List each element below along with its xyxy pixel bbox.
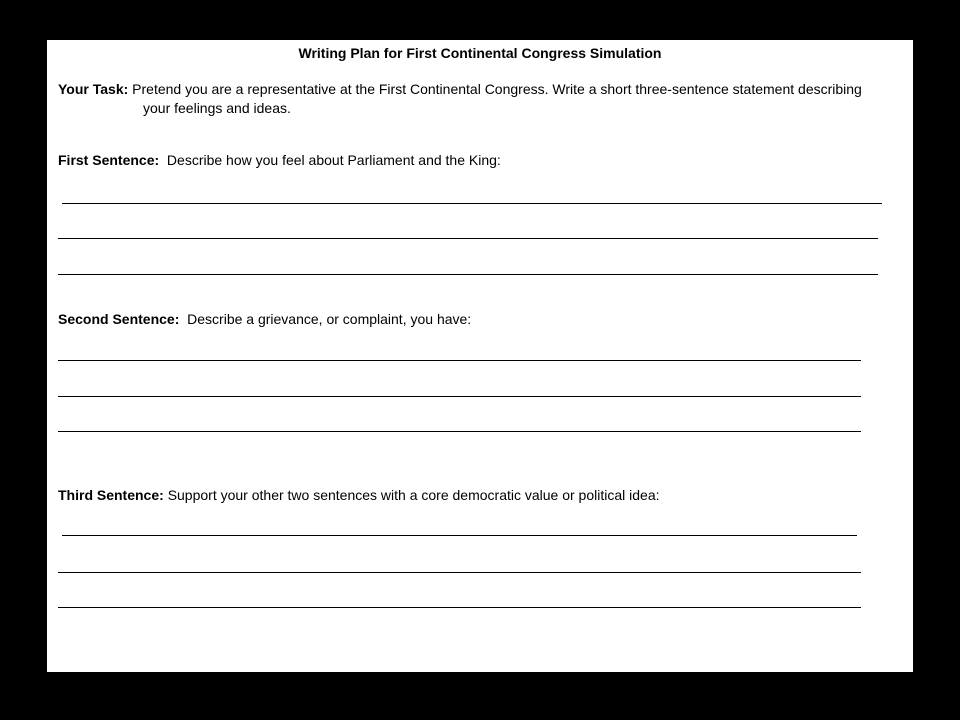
second-sentence-prompt <box>58 311 471 327</box>
third-sentence-text: Support your other two sentences with a core democratic value or political idea: <box>167 487 660 503</box>
second-sentence-text: Describe a grievance, or complaint, you have: <box>187 311 472 327</box>
task-label: Your Task: <box>58 81 129 97</box>
third-sentence-answer-line[interactable] <box>58 607 861 608</box>
first-sentence-prompt <box>58 152 501 168</box>
task-text-line1: Pretend you are a representative at the First Continental Congress. Write a short three-sentence statement describing <box>132 81 862 97</box>
second-sentence-answer-line[interactable] <box>58 431 861 432</box>
third-sentence-label: Third Sentence: <box>58 487 164 503</box>
second-sentence-answer-line[interactable] <box>58 396 861 397</box>
task-instructions <box>58 80 903 118</box>
page-title: Writing Plan for First Continental Congress Simulation <box>298 45 662 61</box>
third-sentence-answer-line[interactable] <box>58 572 861 573</box>
first-sentence-answer-line[interactable] <box>62 203 882 204</box>
first-sentence-label: First Sentence: <box>58 152 160 168</box>
task-text-line2: your feelings and ideas. <box>143 100 291 116</box>
second-sentence-label: Second Sentence: <box>58 311 180 327</box>
first-sentence-answer-line[interactable] <box>58 238 878 239</box>
third-sentence-prompt <box>58 487 660 503</box>
first-sentence-answer-line[interactable] <box>58 274 878 275</box>
second-sentence-answer-line[interactable] <box>58 360 861 361</box>
third-sentence-answer-line[interactable] <box>62 535 857 536</box>
worksheet-page <box>47 40 913 672</box>
first-sentence-text: Describe how you feel about Parliament and the King: <box>166 152 501 168</box>
